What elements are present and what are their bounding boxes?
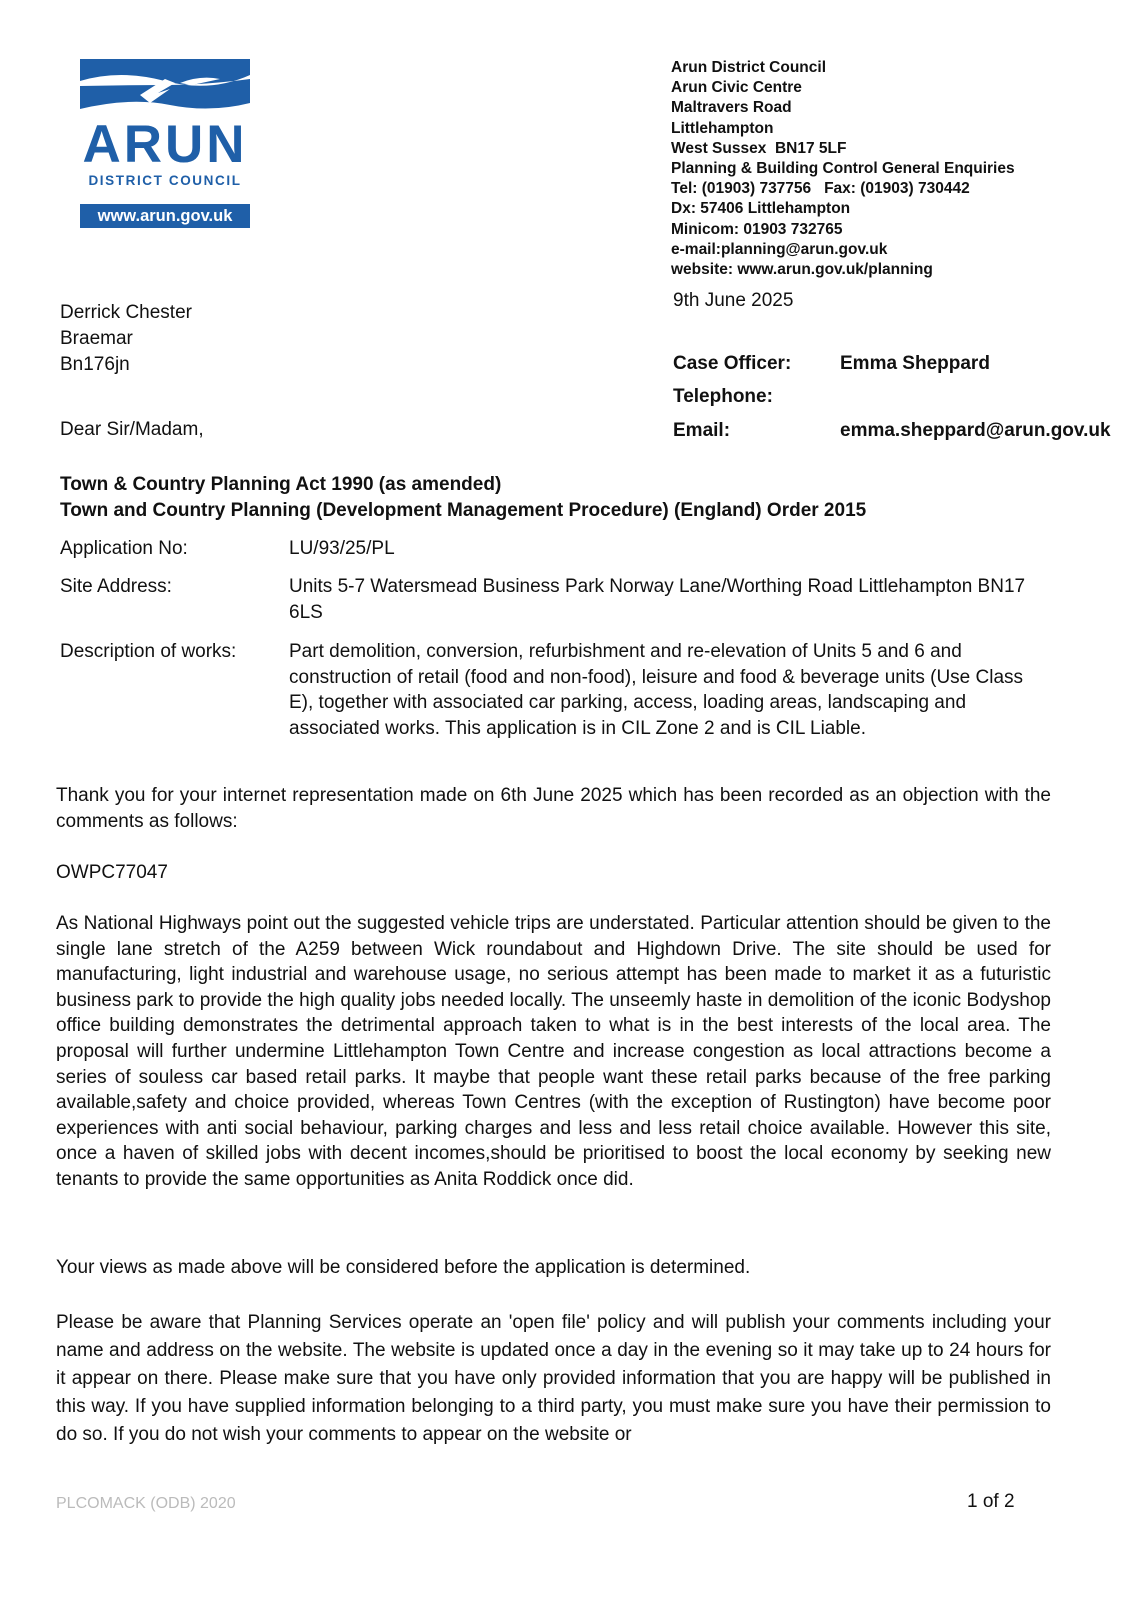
seagull-waves-icon	[80, 59, 250, 121]
arun-logo: ARUN DISTRICT COUNCIL www.arun.gov.uk	[80, 59, 250, 229]
case-officer: Case Officer: Emma Sheppard	[673, 353, 990, 374]
salutation: Dear Sir/Madam,	[60, 419, 204, 440]
council-address: Arun District Council Arun Civic Centre Maltravers Road Littlehampton West Sussex BN17 5LF Planning & Building Control General Enquiries Tel: (01903) 737756 Fax: (01903) 730442 Dx: 57406 Littlehampton Minicom: 01903 732765 e-mail:planning@arun.gov.uk website: www.arun.gov.uk/planning	[671, 59, 1015, 279]
page-number: 1 of 2	[967, 1491, 1015, 1512]
intro-paragraph: Thank you for your internet representation made on 6th June 2025 which has been recorded as an objection with the comments as follows:	[56, 785, 1051, 832]
comment-paragraph: As National Highways point out the suggested vehicle trips are understated. Particular attention should be given to the single lane stretch of the A259 between Wick roundabout and Highdown Drive. The site should be used for manufacturing, light industrial and warehouse usage, no serious attempt has been made to market it as a futuristic business park to provide the high quality jobs needed locally. The unseemly haste in demolition of the iconic Bodyshop office building demonstrates the detrimental approach taken to what is in the best interests of the local area. The proposal will further undermine Littlehampton Town Centre and increase congestion as local attractions become a series of souless car based retail parks. It maybe that people want these retail parks because of the free parking available,safety and choice provided, whereas Town Centres (with the exception of Rustington) have become poor experiences with anti social behaviour, parking charges and less and less retail choice available. However this site, once a haven of skilled jobs with decent incomes,should be prioritised to boost the local economy by seeking new tenants to provide the same opportunities as Anita Roddick once did.	[56, 913, 1051, 1190]
legislation-heading: Town & Country Planning Act 1990 (as amended) Town and Country Planning (Development Management Procedure) (England) Order 2015	[60, 474, 867, 521]
footer-code: PLCOMACK (ODB) 2020	[56, 1495, 236, 1512]
open-file-paragraph: Please be aware that Planning Services operate an 'open file' policy and will publish your comments including your name and address on the website. The website is updated once a day in the evening so it may take up to 24 hours for it appear on there. Please make sure that you have only provided information that you are happy will be published in this way. If you have supplied information belonging to a third party, you must make sure you have their permission to do so. If you do not wish your comments to appear on the website or	[56, 1312, 1051, 1445]
officer-email: Email: emma.sheppard@arun.gov.uk	[673, 420, 1111, 441]
views-paragraph: Your views as made above will be considered before the application is determined.	[56, 1257, 751, 1278]
addressee: Derrick Chester Braemar Bn176jn	[60, 302, 192, 375]
letter-date: 9th June 2025	[673, 290, 794, 311]
officer-telephone: Telephone:	[673, 386, 773, 407]
representation-ref: OWPC77047	[56, 862, 168, 883]
